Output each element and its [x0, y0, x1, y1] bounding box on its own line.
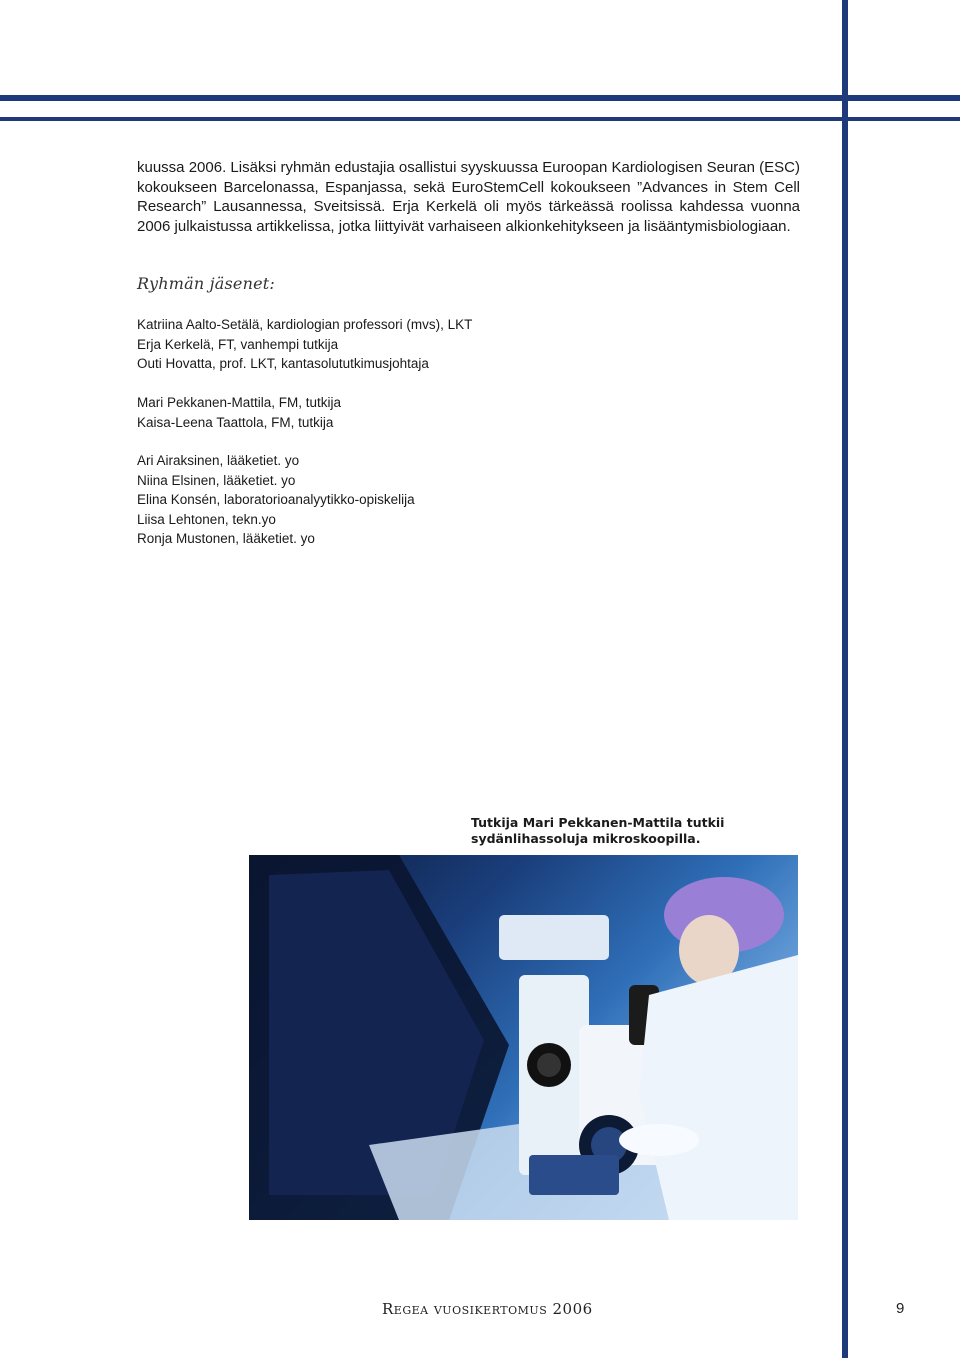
microscope-photo [249, 855, 798, 1220]
microscope-illustration [249, 855, 798, 1220]
list-item: Ronja Mustonen, lääketiet. yo [137, 531, 315, 546]
page-number: 9 [896, 1300, 905, 1317]
list-item: Kaisa-Leena Taattola, FM, tutkija [137, 414, 334, 430]
members-heading: Ryhmän jäsenet: [137, 274, 275, 293]
list-item: Niina Elsinen, lääketiet. yo [137, 472, 296, 488]
members-list-senior [137, 315, 472, 374]
list-item: Mari Pekkanen-Mattila, FM, tutkija [137, 395, 342, 410]
list-item: Ari Airaksinen, lääketiet. yo [137, 453, 300, 468]
members-list-students [137, 451, 415, 549]
vertical-rule [842, 0, 848, 1358]
footer-title: Regea vuosikertomus 2006 [382, 1300, 593, 1318]
list-item: Katriina Aalto-Setälä, kardiologian professori (mvs), LKT [137, 317, 473, 332]
list-item: Outi Hovatta, prof. LKT, kantasolututkimusjohtaja [137, 356, 429, 371]
list-item: Liisa Lehtonen, tekn.yo [137, 511, 276, 527]
top-rule-thick [0, 95, 960, 101]
intro-paragraph: kuussa 2006. Lisäksi ryhmän edustajia osallistui syyskuussa Euroopan Kardiologisen Seuran (ESC) kokoukseen Barcelonassa, Espanjassa, sekä EuroStemCell kokoukseen ”Advances in Stem Cell Research” Lausannessa, Sveitsissä. Erja Kerkelä oli myös tärkeässä roolissa kahdessa vuonna 2006 julkaistussa artikkelissa, jotka liittyivät varhaiseen alkionkehitykseen ja lisääntymisbiologiaan. [137, 159, 800, 235]
members-list-researchers [137, 393, 341, 432]
photo-caption: Tutkija Mari Pekkanen-Mattila tutkii sydänlihassoluja mikroskoopilla. [471, 815, 725, 846]
top-rule-thin [0, 117, 960, 121]
list-item: Elina Konsén, laboratorioanalyytikko-opiskelija [137, 492, 415, 507]
list-item: Erja Kerkelä, FT, vanhempi tutkija [137, 336, 339, 352]
